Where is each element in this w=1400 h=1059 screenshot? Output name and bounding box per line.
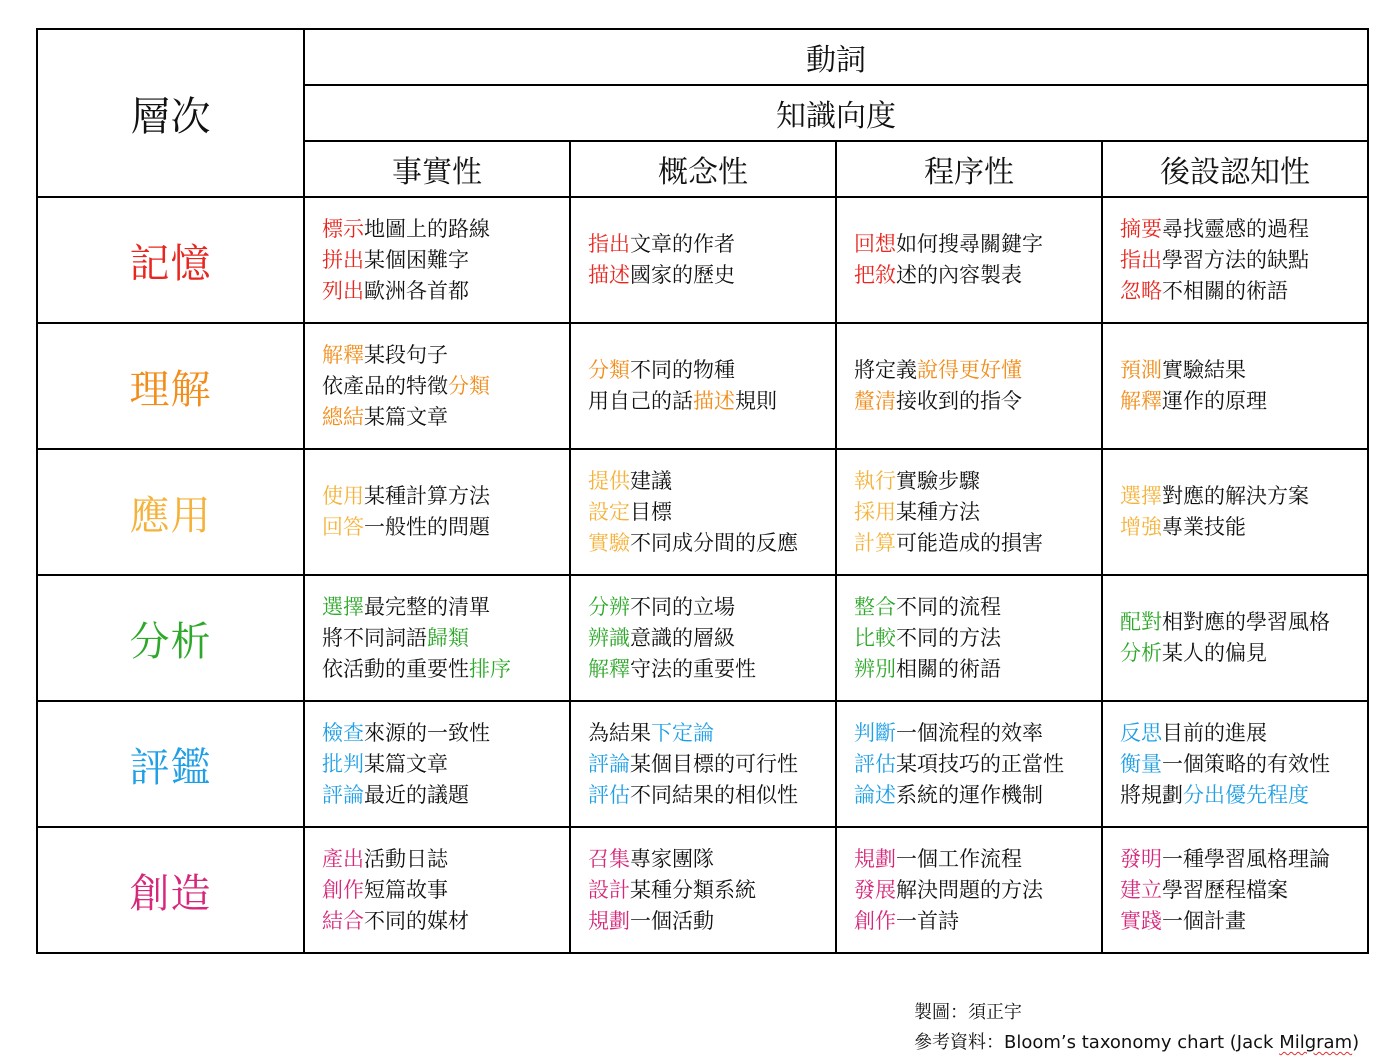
- example-line: [854, 260, 1101, 291]
- example-text: 地圖上的路線: [364, 216, 490, 241]
- example-text: 某項技巧的正當性: [896, 751, 1064, 776]
- example-text: 運作的原理: [1162, 389, 1267, 413]
- example-line: [322, 875, 569, 906]
- example-text: 歐洲各首都: [364, 278, 469, 303]
- example-line: [588, 780, 835, 811]
- example-text: 不同的流程: [896, 594, 1001, 619]
- example-text: 來源的一致性: [364, 720, 490, 745]
- verb-keyword: 增強: [1120, 515, 1162, 539]
- example-text: 可能造成的損害: [896, 530, 1043, 555]
- verb-keyword: 拼出: [322, 247, 364, 272]
- verb-keyword: 比較: [854, 625, 896, 650]
- example-line: [588, 906, 835, 937]
- verb-keyword: 忽略: [1120, 278, 1162, 303]
- level-row-apply: [37, 449, 1368, 575]
- example-text: 實驗結果: [1162, 358, 1246, 382]
- example-text: 不同成分間的反應: [630, 530, 798, 555]
- verb-keyword: 實驗: [588, 530, 630, 555]
- verb-keyword: 描述: [693, 389, 735, 413]
- verb-keyword: 解釋: [588, 656, 630, 681]
- example-line: [322, 276, 569, 307]
- reference-author-name: Milgram: [1279, 1032, 1353, 1053]
- verb-keyword: 執行: [854, 468, 896, 493]
- example-line: [588, 844, 835, 875]
- example-line: [322, 623, 569, 654]
- verb-keyword: 歸類: [427, 625, 469, 650]
- example-line: [1120, 906, 1367, 937]
- example-line: [854, 229, 1101, 260]
- example-text: 守法的重要性: [630, 656, 756, 681]
- cell-remember-conceptual: [570, 197, 836, 323]
- verb-keyword: 排序: [469, 656, 511, 681]
- example-text: 為結果: [588, 720, 651, 745]
- example-text: 述的內容製表: [896, 263, 1022, 287]
- example-text: 不同的媒材: [364, 908, 469, 933]
- level-label-remember: 記憶: [37, 197, 304, 323]
- example-line: [854, 749, 1101, 780]
- cell-apply-metacognitive: [1102, 449, 1368, 575]
- level-header: 層次: [37, 29, 304, 197]
- verb-keyword: 提供: [588, 468, 630, 493]
- example-text: 目前的進展: [1162, 720, 1267, 745]
- reference-suffix: ): [1352, 1032, 1360, 1053]
- example-text: 某人的偏見: [1162, 641, 1267, 665]
- example-line: [1120, 245, 1367, 276]
- example-text: 依產品的特徵: [322, 373, 448, 398]
- verb-keyword: 判斷: [854, 720, 896, 745]
- verb-keyword: 指出: [1120, 247, 1162, 272]
- example-line: [854, 718, 1101, 749]
- verb-keyword: 分類: [588, 358, 630, 382]
- verb-keyword: 分類: [448, 373, 490, 398]
- example-line: [322, 481, 569, 512]
- credit-text: 製圖：須正宇: [914, 1002, 1022, 1023]
- example-line: [588, 623, 835, 654]
- verb-keyword: 結合: [322, 908, 364, 933]
- level-row-create: [37, 827, 1368, 953]
- example-line: [1120, 844, 1367, 875]
- cell-understand-metacognitive: [1102, 323, 1368, 449]
- example-text: 某個目標的可行性: [630, 751, 798, 776]
- cell-understand-procedural: [836, 323, 1102, 449]
- cell-analyze-metacognitive: [1102, 575, 1368, 701]
- example-text: 不同的立場: [630, 594, 735, 619]
- example-text: 一個計畫: [1162, 908, 1246, 933]
- level-label-analyze: 分析: [37, 575, 304, 701]
- verb-keyword: 設定: [588, 499, 630, 524]
- verb-keyword: 回想: [854, 232, 896, 256]
- example-line: [1120, 276, 1367, 307]
- verb-keyword: 計算: [854, 530, 896, 555]
- example-text: 相關的術語: [896, 656, 1001, 681]
- level-label-apply: 應用: [37, 449, 304, 575]
- example-line: [322, 906, 569, 937]
- cell-evaluate-metacognitive: [1102, 701, 1368, 827]
- example-text: 專家團隊: [630, 846, 714, 871]
- verb-keyword: 採用: [854, 499, 896, 524]
- example-line: [588, 592, 835, 623]
- example-line: [1120, 512, 1367, 543]
- cell-remember-metacognitive: [1102, 197, 1368, 323]
- column-header-procedural: 程序性: [836, 141, 1102, 197]
- verb-keyword: 發展: [854, 877, 896, 902]
- example-line: [588, 528, 835, 559]
- example-line: [588, 355, 835, 386]
- verb-keyword: 回答: [322, 515, 364, 539]
- example-line: [854, 497, 1101, 528]
- example-text: 最近的議題: [364, 782, 469, 807]
- verb-keyword: 分析: [1120, 641, 1162, 665]
- verb-keyword: 摘要: [1120, 216, 1162, 241]
- example-line: [322, 844, 569, 875]
- verb-keyword: 解釋: [1120, 389, 1162, 413]
- example-line: [854, 386, 1101, 417]
- example-text: 解決問題的方法: [896, 877, 1043, 902]
- example-line: [322, 340, 569, 371]
- verb-keyword: 評論: [588, 751, 630, 776]
- cell-analyze-factual: [304, 575, 570, 701]
- example-line: [1120, 355, 1367, 386]
- cell-evaluate-procedural: [836, 701, 1102, 827]
- example-line: [854, 592, 1101, 623]
- example-line: [588, 260, 835, 291]
- example-text: 目標: [630, 499, 672, 524]
- example-text: 一個策略的有效性: [1162, 751, 1330, 776]
- example-line: [588, 749, 835, 780]
- reference-prefix: 參考資料：Bloom’s taxonomy chart (Jack: [914, 1032, 1280, 1053]
- example-text: 某篇文章: [364, 404, 448, 429]
- column-header-factual: 事實性: [304, 141, 570, 197]
- example-line: [322, 654, 569, 685]
- example-text: 依活動的重要性: [322, 656, 469, 681]
- example-text: 某種計算方法: [364, 484, 490, 508]
- level-label-create: 創造: [37, 827, 304, 953]
- example-line: [854, 780, 1101, 811]
- knowledge-dimension-header: 知識向度: [304, 85, 1368, 141]
- example-text: 不同的物種: [630, 358, 735, 382]
- verb-keyword: 選擇: [322, 594, 364, 619]
- example-text: 學習方法的缺點: [1162, 247, 1309, 272]
- verb-keyword: 標示: [322, 216, 364, 241]
- cell-remember-factual: [304, 197, 570, 323]
- verb-keyword: 總結: [322, 404, 364, 429]
- example-line: [854, 528, 1101, 559]
- verb-keyword: 設計: [588, 877, 630, 902]
- verb-keyword: 規劃: [854, 846, 896, 871]
- verb-keyword: 列出: [322, 278, 364, 303]
- example-line: [854, 844, 1101, 875]
- verb-keyword: 評論: [322, 782, 364, 807]
- example-text: 接收到的指令: [896, 389, 1022, 413]
- verb-keyword: 實踐: [1120, 908, 1162, 933]
- example-text: 一個流程的效率: [896, 720, 1043, 745]
- example-text: 學習歷程檔案: [1162, 877, 1288, 902]
- example-line: [322, 214, 569, 245]
- example-line: [854, 623, 1101, 654]
- verb-keyword: 分出優先程度: [1183, 782, 1309, 807]
- example-line: [588, 229, 835, 260]
- example-text: 意識的層級: [630, 625, 735, 650]
- example-line: [588, 654, 835, 685]
- example-text: 短篇故事: [364, 877, 448, 902]
- verb-keyword: 召集: [588, 846, 630, 871]
- example-text: 國家的歷史: [630, 263, 735, 287]
- verb-keyword: 把敘: [854, 263, 896, 287]
- level-label-understand: 理解: [37, 323, 304, 449]
- example-text: 建議: [630, 468, 672, 493]
- verb-keyword: 論述: [854, 782, 896, 807]
- example-text: 不同結果的相似性: [630, 782, 798, 807]
- verb-keyword: 創作: [854, 908, 896, 933]
- example-text: 一種學習風格理論: [1162, 846, 1330, 871]
- example-line: [322, 718, 569, 749]
- example-line: [854, 654, 1101, 685]
- bloom-taxonomy-table: [36, 28, 1369, 954]
- example-text: 一個工作流程: [896, 846, 1022, 871]
- example-line: [1120, 481, 1367, 512]
- verb-keyword: 分辨: [588, 594, 630, 619]
- example-text: 尋找靈感的過程: [1162, 216, 1309, 241]
- cell-understand-factual: [304, 323, 570, 449]
- level-row-analyze: [37, 575, 1368, 701]
- cell-remember-procedural: [836, 197, 1102, 323]
- example-line: [854, 355, 1101, 386]
- level-label-evaluate: 評鑑: [37, 701, 304, 827]
- example-line: [1120, 386, 1367, 417]
- example-text: 將規劃: [1120, 782, 1183, 807]
- example-line: [322, 245, 569, 276]
- example-line: [1120, 214, 1367, 245]
- example-line: [588, 875, 835, 906]
- verb-header: 動詞: [304, 29, 1368, 85]
- cell-evaluate-conceptual: [570, 701, 836, 827]
- cell-create-conceptual: [570, 827, 836, 953]
- example-text: 對應的解決方案: [1162, 484, 1309, 508]
- cell-apply-conceptual: [570, 449, 836, 575]
- verb-keyword: 解釋: [322, 342, 364, 367]
- verb-keyword: 配對: [1120, 610, 1162, 634]
- cell-evaluate-factual: [304, 701, 570, 827]
- verb-keyword: 下定論: [651, 720, 714, 745]
- example-text: 不同的方法: [896, 625, 1001, 650]
- level-row-remember: [37, 197, 1368, 323]
- verb-keyword: 反思: [1120, 720, 1162, 745]
- example-text: 某種方法: [896, 499, 980, 524]
- verb-keyword: 辨別: [854, 656, 896, 681]
- example-text: 相對應的學習風格: [1162, 610, 1330, 634]
- verb-keyword: 描述: [588, 263, 630, 287]
- example-text: 文章的作者: [630, 232, 735, 256]
- verb-keyword: 辨識: [588, 625, 630, 650]
- cell-create-metacognitive: [1102, 827, 1368, 953]
- verb-keyword: 整合: [854, 594, 896, 619]
- verb-keyword: 評估: [588, 782, 630, 807]
- column-header-metacognitive: 後設認知性: [1102, 141, 1368, 197]
- verb-keyword: 衡量: [1120, 751, 1162, 776]
- verb-keyword: 規劃: [588, 908, 630, 933]
- example-line: [322, 749, 569, 780]
- verb-keyword: 發明: [1120, 846, 1162, 871]
- verb-keyword: 指出: [588, 232, 630, 256]
- example-text: 某段句子: [364, 342, 448, 367]
- example-line: [588, 386, 835, 417]
- cell-analyze-conceptual: [570, 575, 836, 701]
- example-text: 一個活動: [630, 908, 714, 933]
- cell-apply-procedural: [836, 449, 1102, 575]
- example-text: 最完整的清單: [364, 594, 490, 619]
- verb-keyword: 批判: [322, 751, 364, 776]
- example-line: [854, 466, 1101, 497]
- example-line: [1120, 780, 1367, 811]
- cell-apply-factual: [304, 449, 570, 575]
- verb-keyword: 評估: [854, 751, 896, 776]
- verb-keyword: 創作: [322, 877, 364, 902]
- verb-keyword: 說得更好懂: [917, 358, 1022, 382]
- example-line: [1120, 718, 1367, 749]
- verb-keyword: 預測: [1120, 358, 1162, 382]
- cell-create-procedural: [836, 827, 1102, 953]
- verb-keyword: 檢查: [322, 720, 364, 745]
- example-line: [322, 592, 569, 623]
- example-line: [1120, 607, 1367, 638]
- example-text: 某篇文章: [364, 751, 448, 776]
- example-line: [322, 371, 569, 402]
- example-line: [588, 497, 835, 528]
- example-text: 不相關的術語: [1162, 278, 1288, 303]
- column-header-conceptual: 概念性: [570, 141, 836, 197]
- verb-keyword: 產出: [322, 846, 364, 871]
- example-line: [1120, 875, 1367, 906]
- example-text: 專業技能: [1162, 515, 1246, 539]
- cell-understand-conceptual: [570, 323, 836, 449]
- cell-analyze-procedural: [836, 575, 1102, 701]
- example-line: [1120, 749, 1367, 780]
- example-line: [588, 466, 835, 497]
- example-text: 將定義: [854, 358, 917, 382]
- level-row-understand: [37, 323, 1368, 449]
- example-line: [854, 875, 1101, 906]
- level-row-evaluate: [37, 701, 1368, 827]
- verb-keyword: 建立: [1120, 877, 1162, 902]
- verb-keyword: 使用: [322, 484, 364, 508]
- example-text: 用自己的話: [588, 389, 693, 413]
- example-text: 某個困難字: [364, 247, 469, 272]
- example-text: 一首詩: [896, 908, 959, 933]
- example-text: 某種分類系統: [630, 877, 756, 902]
- example-line: [322, 512, 569, 543]
- example-line: [588, 718, 835, 749]
- example-text: 規則: [735, 389, 777, 413]
- example-text: 實驗步驟: [896, 468, 980, 493]
- example-line: [1120, 638, 1367, 669]
- cell-create-factual: [304, 827, 570, 953]
- example-text: 將不同詞語: [322, 625, 427, 650]
- example-line: [322, 780, 569, 811]
- verb-keyword: 釐清: [854, 389, 896, 413]
- example-text: 如何搜尋關鍵字: [896, 232, 1043, 256]
- reference-text: [914, 1028, 1359, 1054]
- example-text: 一般性的問題: [364, 515, 490, 539]
- example-line: [854, 906, 1101, 937]
- example-text: 系統的運作機制: [896, 782, 1043, 807]
- example-text: 活動日誌: [364, 846, 448, 871]
- verb-keyword: 選擇: [1120, 484, 1162, 508]
- example-line: [322, 402, 569, 433]
